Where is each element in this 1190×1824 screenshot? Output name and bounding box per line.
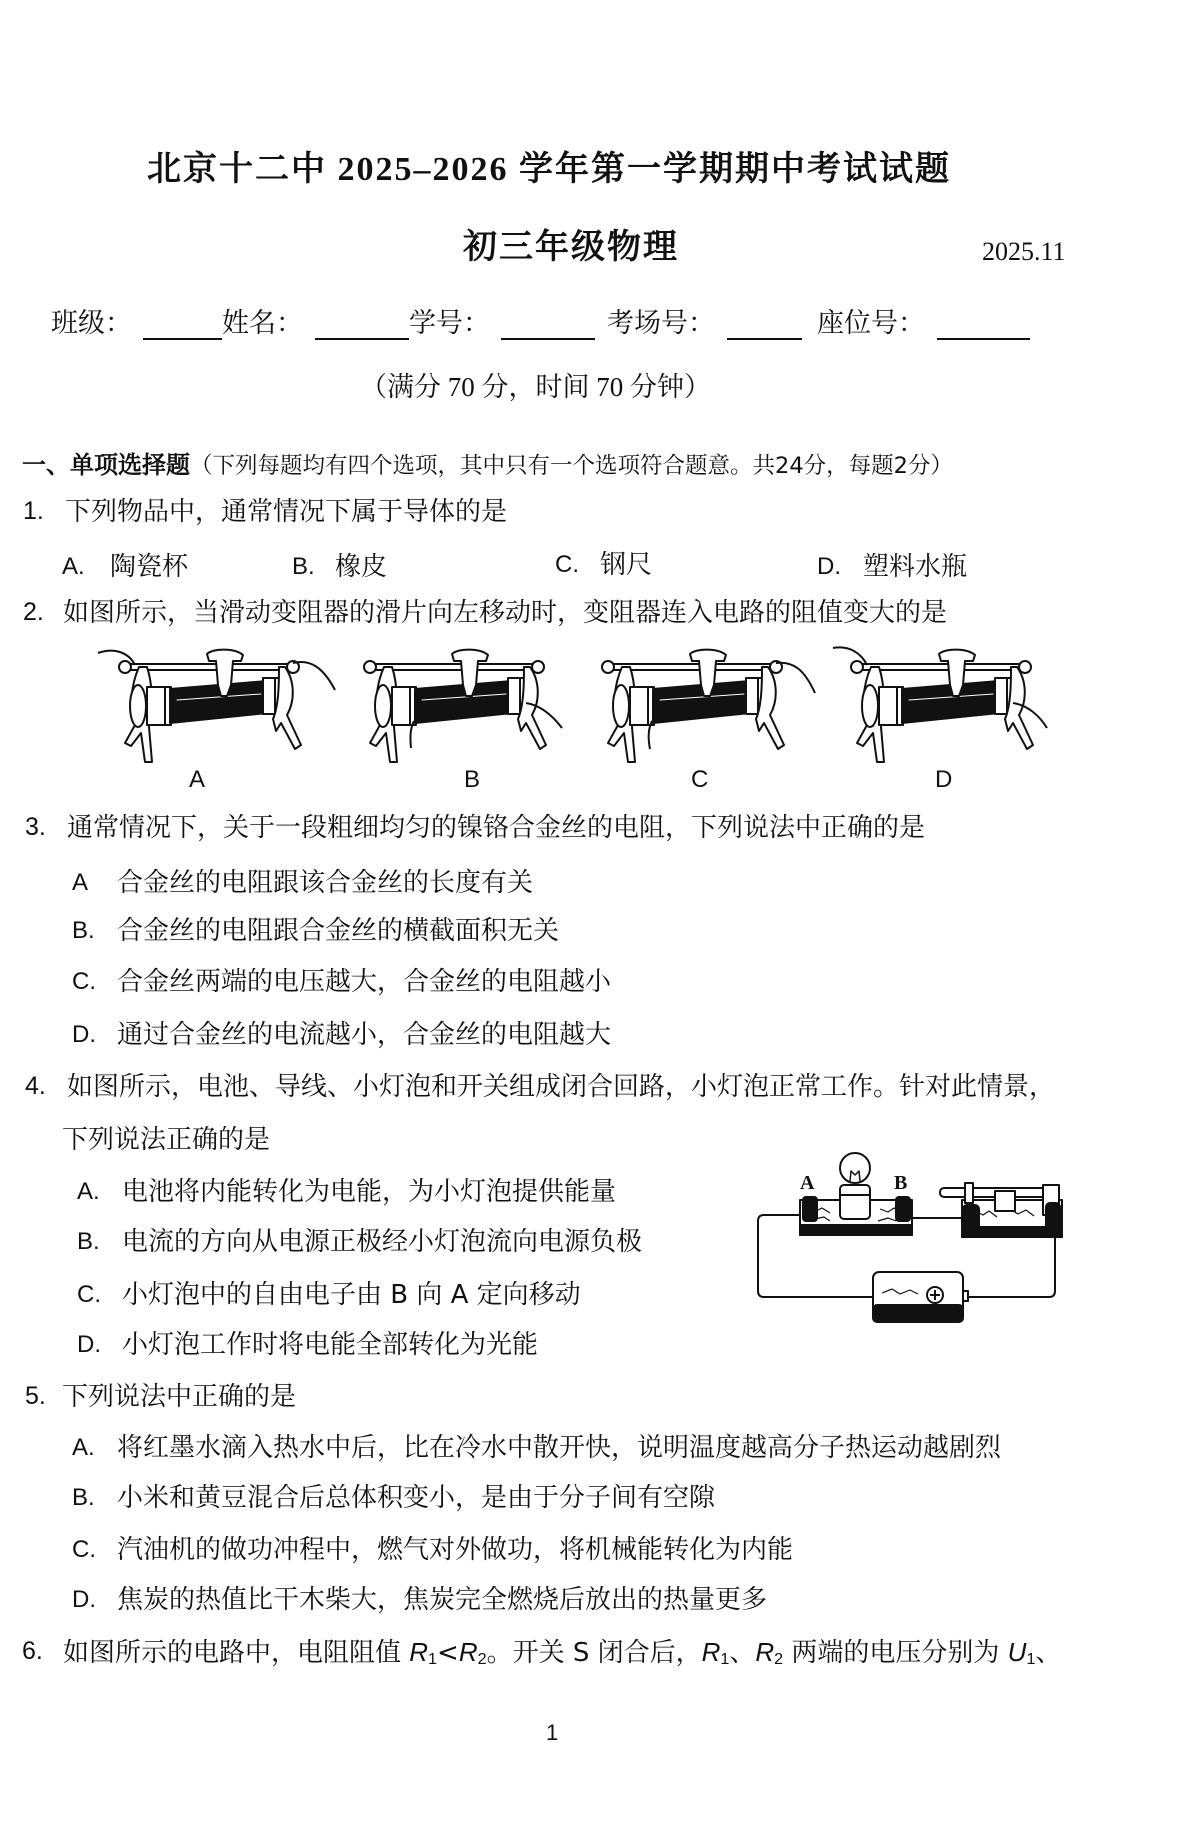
variable-subscript: 2 <box>774 1649 784 1668</box>
option-label: C. <box>72 1536 96 1563</box>
bulb-socket-icon <box>840 1185 870 1219</box>
variable-u1 <box>1008 1637 1036 1667</box>
name-label: 姓名： <box>222 308 303 338</box>
question-number: 6. <box>22 1637 43 1665</box>
stem-text: 。开关 S 闭合后， <box>486 1638 702 1668</box>
option-text: 陶瓷杯 <box>110 552 189 582</box>
option-label: B. <box>72 917 95 944</box>
stem-text: 、 <box>729 1638 756 1668</box>
rheostat-figure-c <box>578 645 828 770</box>
switch-handle <box>940 1188 968 1197</box>
option-text: 将红墨水滴入热水中后，比在冷水中散开快，说明温度越高分子热运动越剧烈 <box>117 1433 1002 1463</box>
option-text: 合金丝的电阻跟合金丝的横截面积无关 <box>117 916 560 946</box>
option-text: 焦炭的热值比干木柴大，焦炭完全燃烧后放出的热量更多 <box>117 1585 768 1615</box>
score-note: （满分 70 分，时间 70 分钟） <box>360 372 711 402</box>
variable-symbol: R <box>755 1637 775 1667</box>
option-text: 小灯泡工作时将电能全部转化为光能 <box>122 1330 539 1360</box>
section-heading <box>22 453 953 478</box>
question-stem-line-2: 下列说法正确的是 <box>62 1125 271 1155</box>
option-text: 通过合金丝的电流越小，合金丝的电阻越大 <box>117 1020 612 1050</box>
terminal-b-label: B <box>894 1172 908 1194</box>
exam-room-blank <box>727 338 802 340</box>
stem-text: < <box>437 1638 459 1668</box>
question-stem: 下列物品中，通常情况下属于导体的是 <box>65 497 508 527</box>
question-number: 3. <box>25 813 46 841</box>
variable-subscript: 1 <box>428 1649 438 1668</box>
option-label: A. <box>72 1434 95 1461</box>
variable-subscript: 1 <box>1026 1649 1036 1668</box>
option-label: C. <box>72 968 96 995</box>
option-text: 橡皮 <box>335 552 388 582</box>
option-text: 电池将内能转化为电能，为小灯泡提供能量 <box>122 1177 617 1207</box>
figure-label-a: A <box>189 766 206 793</box>
option-label: B. <box>72 1484 95 1511</box>
option-label: A <box>72 869 89 896</box>
option-text: 电流的方向从电源正极经小灯泡流向电源负极 <box>122 1227 643 1257</box>
stem-text: 、 <box>1035 1638 1062 1668</box>
option-label: D. <box>817 553 841 580</box>
page-number: 1 <box>546 1720 559 1745</box>
rheostat-figure-a <box>95 645 345 770</box>
question-number: 1. <box>23 497 44 525</box>
class-blank <box>143 338 222 340</box>
option-label: A. <box>77 1178 100 1205</box>
variable-subscript: 1 <box>720 1649 730 1668</box>
exam-subtitle: 初三年级物理 <box>463 229 679 266</box>
student-id-blank <box>501 338 595 340</box>
variable-r2 <box>755 1637 783 1667</box>
option-text: 小米和黄豆混合后总体积变小，是由于分子间有空隙 <box>117 1483 716 1513</box>
question-stem <box>63 1639 1061 1667</box>
terminal-b <box>896 1197 910 1221</box>
option-text: 小灯泡中的自由电子由 B 向 A 定向移动 <box>122 1280 581 1310</box>
option-text: 塑料水瓶 <box>863 552 968 582</box>
option-text: 钢尺 <box>600 550 653 580</box>
seat-label: 座位号： <box>817 308 925 338</box>
question-number: 4. <box>25 1072 46 1100</box>
variable-r1 <box>702 1637 730 1667</box>
terminal-a-label: A <box>800 1172 815 1194</box>
option-label: A. <box>62 553 85 580</box>
option-text: 合金丝两端的电压越大，合金丝的电阻越小 <box>117 967 612 997</box>
class-label: 班级： <box>51 308 132 338</box>
terminal-a <box>803 1197 817 1221</box>
stem-text: 如图所示的电路中，电阻阻值 <box>63 1638 410 1668</box>
option-label: B. <box>292 553 315 580</box>
variable-subscript: 2 <box>477 1649 487 1668</box>
variable-r2 <box>459 1637 487 1667</box>
stem-text: 两端的电压分别为 <box>783 1638 1008 1668</box>
variable-r1 <box>409 1637 437 1667</box>
exam-title: 北京十二中 2025–2026 学年第一学期期中考试试题 <box>147 151 951 188</box>
student-id-label: 学号： <box>409 308 490 338</box>
section-title: 一、单项选择题 <box>22 451 190 479</box>
option-label: D. <box>77 1331 101 1358</box>
rheostat-figure-d <box>827 645 1077 770</box>
rheostat-figure-b <box>340 645 590 770</box>
question-stem: 下列说法中正确的是 <box>62 1382 297 1412</box>
option-label: C. <box>555 551 579 578</box>
question-stem: 通常情况下，关于一段粗细均匀的镍铬合金丝的电阻，下列说法中正确的是 <box>67 813 926 843</box>
option-text: 汽油机的做功冲程中，燃气对外做功，将机械能转化为内能 <box>117 1535 794 1565</box>
bulb-icon <box>840 1153 870 1183</box>
option-text: 合金丝的电阻跟该合金丝的长度有关 <box>117 868 534 898</box>
variable-symbol: R <box>701 1637 721 1667</box>
question-number: 2. <box>23 598 44 626</box>
figure-label-b: B <box>464 766 481 793</box>
question-stem: 如图所示，当滑动变阻器的滑片向左移动时，变阻器连入电路的阻值变大的是 <box>63 598 948 628</box>
question-stem-line-1: 如图所示，电池、导线、小灯泡和开关组成闭合回路，小灯泡正常工作。针对此情景， <box>67 1072 1056 1102</box>
option-label: C. <box>77 1281 101 1308</box>
variable-symbol: R <box>409 1637 429 1667</box>
name-blank <box>315 338 409 340</box>
variable-symbol: U <box>1007 1637 1027 1667</box>
seat-blank <box>937 338 1030 340</box>
option-label: D. <box>72 1021 96 1048</box>
option-label: D. <box>72 1586 96 1613</box>
exam-date: 2025.11 <box>982 237 1066 266</box>
exam-room-label: 考场号： <box>607 308 715 338</box>
figure-label-c: C <box>691 766 709 793</box>
option-label: B. <box>77 1228 100 1255</box>
variable-symbol: R <box>458 1637 478 1667</box>
section-instructions: （下列每题均有四个选项，其中只有一个选项符合题意。共24分，每题2分） <box>190 453 953 479</box>
question-number: 5. <box>25 1382 46 1410</box>
figure-label-d: D <box>935 766 953 793</box>
circuit-figure <box>750 1145 1070 1330</box>
